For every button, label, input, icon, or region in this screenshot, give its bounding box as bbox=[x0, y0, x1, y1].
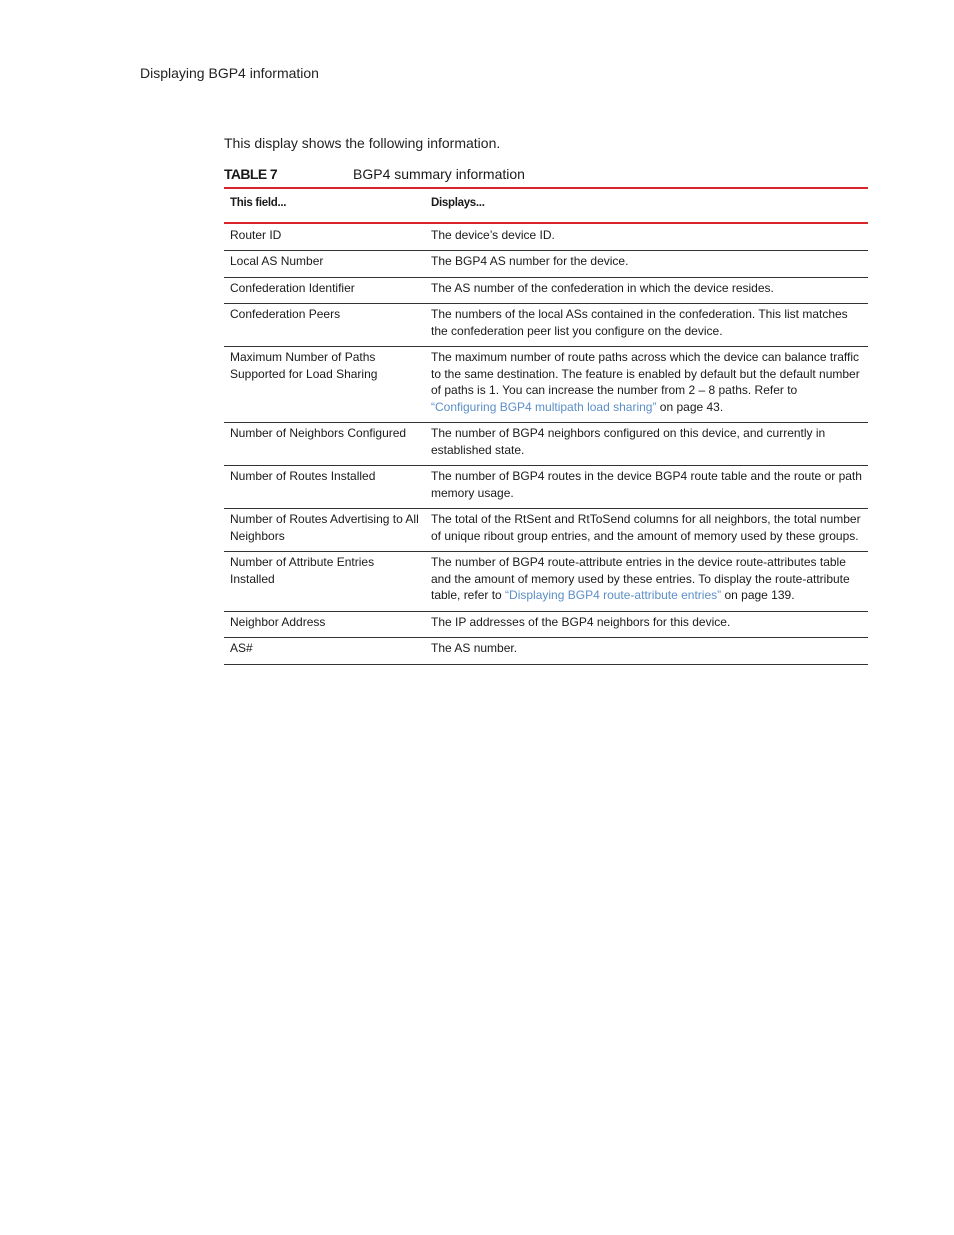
description-text: The IP addresses of the BGP4 neighbors for this device. bbox=[431, 614, 731, 629]
description-text-tail: on page 43. bbox=[656, 399, 724, 414]
field-cell: Confederation Peers bbox=[224, 304, 425, 347]
description-text: The AS number of the confederation in which the device resides. bbox=[431, 280, 774, 295]
table-row bbox=[224, 638, 868, 665]
description-cell bbox=[425, 251, 868, 278]
description-cell bbox=[425, 304, 868, 347]
column-header-displays: Displays... bbox=[425, 188, 868, 223]
description-cell bbox=[425, 611, 868, 638]
table-row bbox=[224, 466, 868, 509]
table-row bbox=[224, 251, 868, 278]
field-cell: Number of Attribute Entries Installed bbox=[224, 552, 425, 612]
field-cell: Maximum Number of Paths Supported for Load Sharing bbox=[224, 347, 425, 423]
table-caption bbox=[224, 166, 868, 186]
running-header: Displaying BGP4 information bbox=[140, 65, 319, 81]
description-cell bbox=[425, 423, 868, 466]
field-cell: AS# bbox=[224, 638, 425, 665]
summary-table bbox=[224, 187, 868, 665]
field-cell: Number of Routes Installed bbox=[224, 466, 425, 509]
description-text: The AS number. bbox=[431, 641, 518, 655]
table-row bbox=[224, 423, 868, 466]
field-cell: Neighbor Address bbox=[224, 611, 425, 638]
field-cell: Number of Routes Advertising to All Neighbors bbox=[224, 509, 425, 552]
description-text: The total of the RtSent and RtToSend columns for all neighbors, the total number of unique ribout group entries, and the amount of memory used by these groups. bbox=[431, 512, 861, 543]
table-row bbox=[224, 509, 868, 552]
description-cell bbox=[425, 466, 868, 509]
bgp4-summary-table bbox=[224, 187, 868, 665]
table-row bbox=[224, 611, 868, 638]
description-text: The BGP4 AS number for the device. bbox=[431, 254, 629, 268]
table-row bbox=[224, 347, 868, 423]
table-row bbox=[224, 223, 868, 251]
table-title: BGP4 summary information bbox=[353, 166, 525, 182]
cross-reference-link[interactable]: “Displaying BGP4 route-attribute entries” bbox=[505, 588, 722, 602]
table-label: TABLE 7 bbox=[224, 166, 278, 182]
table-row bbox=[224, 552, 868, 612]
description-text-tail: on page 139. bbox=[721, 588, 795, 602]
description-cell bbox=[425, 509, 868, 552]
field-cell: Local AS Number bbox=[224, 251, 425, 278]
description-text: The maximum number of route paths across which the device can balance traffic to the same destination. The feature is enabled by default but the default number of paths is 1. You can increase the number from 2 – 8 paths. Refer to bbox=[431, 350, 860, 397]
table-row bbox=[224, 277, 868, 304]
description-text: The number of BGP4 routes in the device BGP4 route table and the route or path memory usage. bbox=[431, 469, 862, 500]
column-header-field: This field... bbox=[224, 188, 425, 223]
field-cell: Confederation Identifier bbox=[224, 277, 425, 304]
cross-reference-link[interactable]: “Configuring BGP4 multipath load sharing” bbox=[431, 399, 657, 414]
table-body bbox=[224, 223, 868, 665]
field-cell: Number of Neighbors Configured bbox=[224, 423, 425, 466]
description-cell bbox=[425, 638, 868, 665]
description-text: The device’s device ID. bbox=[431, 227, 555, 242]
description-cell bbox=[425, 223, 868, 251]
field-cell: Router ID bbox=[224, 223, 425, 251]
description-text: The number of BGP4 neighbors configured on this device, and currently in established state. bbox=[431, 426, 826, 457]
description-cell bbox=[425, 347, 868, 423]
description-text: The number of BGP4 route-attribute entries in the device route-attributes table and the amount of memory used by these entries. To display the route-attribute table, refer to bbox=[431, 555, 850, 602]
description-cell bbox=[425, 552, 868, 612]
table-row bbox=[224, 304, 868, 347]
table-header-row bbox=[224, 188, 868, 223]
description-text: The numbers of the local ASs contained in the confederation. This list matches the confederation peer list you configure on the device. bbox=[431, 307, 848, 338]
intro-text: This display shows the following information. bbox=[224, 135, 501, 151]
description-cell bbox=[425, 277, 868, 304]
